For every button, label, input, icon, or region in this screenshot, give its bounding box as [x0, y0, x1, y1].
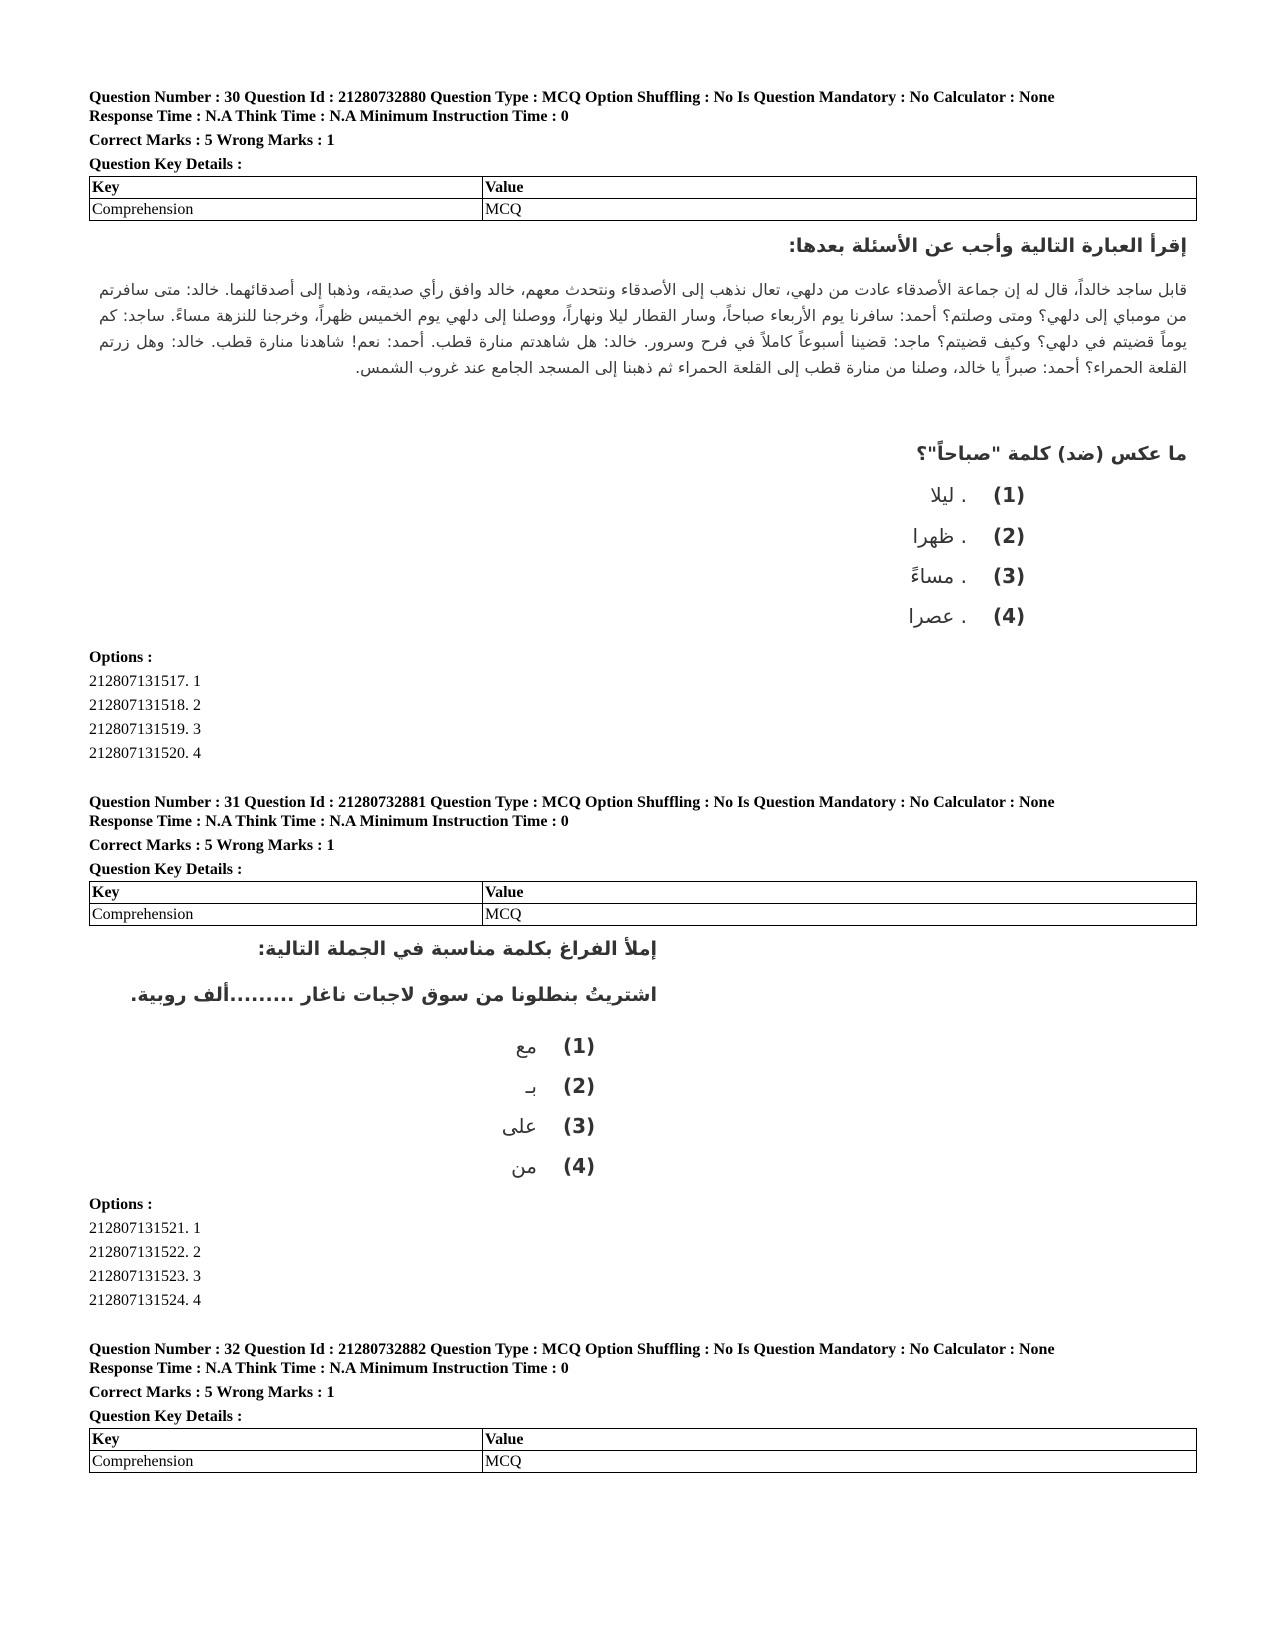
question-instruction: إملأ الفراغ بكلمة مناسبة في الجملة التالية:: [257, 938, 657, 960]
option-item: 212807131519. 3: [89, 721, 201, 738]
option-item: 212807131520. 4: [89, 745, 201, 762]
question-image: [89, 926, 1197, 1193]
table-header-row: [90, 177, 1197, 199]
question-header: [89, 1340, 1197, 1378]
question-instruction: إقرأ العبارة التالية وأجب عن الأسئلة بعدها:: [788, 235, 1187, 257]
table-cell-key: Comprehension: [90, 1451, 483, 1473]
table-header-key: Key: [90, 1429, 483, 1451]
option-item: 212807131522. 2: [89, 1244, 201, 1261]
table-row: [90, 199, 1197, 221]
question-meta-line: Question Number : 31 Question Id : 21280732881 Question Type : MCQ Option Shuffling : No Is Question Mandatory : No Calculator : None: [89, 794, 1055, 811]
question-meta-line: Question Number : 32 Question Id : 21280732882 Question Type : MCQ Option Shuffling : No Is Question Mandatory : No Calculator : None: [89, 1341, 1055, 1358]
table-header-row: [90, 1429, 1197, 1451]
key-details-label: Question Key Details :: [89, 861, 243, 878]
question-block-32: [89, 1340, 1197, 1473]
choice-text: مساءً .: [910, 564, 967, 588]
reading-passage: قابل ساجد خالداً، قال له إن جماعة الأصدقاء عادت من دلهي، تعال نذهب إلى الأصدقاء ونتحدث معهم، خالد وافق رأي صديقه، وذهبا إلى أصدقائهما. خالد: متى سافرتم من مومباي إلى دلهي؟ ومتى وصلتم؟ أحمد: سافرنا يوم الأربعاء صباحاً، وسار القطار ليلا ونهاراً، ووصلنا إلى دلهي يوم الخميس ظهراً، وخرجنا للنزهة مساءً. ساجد: كم يوماً قضيتم في دلهي؟ وكيف قضيتم؟ ماجد: قضينا أسبوعاً كاملاً في فرح وسرور. خالد: هل شاهدتم منارة قطب. أحمد: نعم! شاهدنا منارة قطب. خالد: وهل زرتم القلعة الحمراء؟ أحمد: صبراً يا خالد، وصلنا من منارة قطب إلى القلعة الحمراء ثم ذهبنا إلى المسجد الجامع عند غروب الشمس.: [99, 280, 1187, 377]
table-header-row: [90, 882, 1197, 904]
choice-text: مع: [515, 1034, 537, 1058]
option-item: 212807131524. 4: [89, 1292, 201, 1309]
key-details-table: [89, 881, 1197, 926]
choice-text: بـ: [525, 1074, 537, 1098]
choice-number: (1): [993, 483, 1026, 507]
marks-line: Correct Marks : 5 Wrong Marks : 1: [89, 132, 335, 149]
choice-number: (1): [563, 1034, 596, 1058]
question-timing-line: Response Time : N.A Think Time : N.A Minimum Instruction Time : 0: [89, 813, 569, 830]
options-label: Options :: [89, 649, 153, 666]
options-section: [89, 1193, 1197, 1313]
table-header-value: Value: [483, 882, 1197, 904]
option-item: 212807131523. 3: [89, 1268, 201, 1285]
key-details-label: Question Key Details :: [89, 1408, 243, 1425]
question-timing-line: Response Time : N.A Think Time : N.A Minimum Instruction Time : 0: [89, 1360, 569, 1377]
question-prompt: ما عكس (ضد) كلمة "صباحاً"؟: [916, 443, 1187, 465]
answer-choice: [897, 564, 1025, 588]
table-header-value: Value: [483, 1429, 1197, 1451]
question-block-30: [89, 88, 1197, 766]
table-cell-key: Comprehension: [90, 904, 483, 926]
choice-number: (3): [993, 564, 1026, 588]
table-row: [90, 904, 1197, 926]
option-item: 212807131517. 1: [89, 673, 201, 690]
option-item: 212807131518. 2: [89, 697, 201, 714]
marks-line: Correct Marks : 5 Wrong Marks : 1: [89, 1384, 335, 1401]
question-block-31: [89, 793, 1197, 1313]
choice-text: عصرا .: [908, 604, 967, 628]
answer-choice: [897, 483, 1025, 507]
choice-number: (4): [993, 604, 1026, 628]
table-header-key: Key: [90, 882, 483, 904]
table-header-value: Value: [483, 177, 1197, 199]
options-label: Options :: [89, 1196, 153, 1213]
question-prompt: اشتريتُ بنطلونا من سوق لاجبات ناغار .........ألف روبية.: [130, 984, 657, 1006]
key-details-table: [89, 1428, 1197, 1473]
question-header: [89, 88, 1197, 126]
answer-choice: [897, 604, 1025, 628]
answer-choice: [467, 1034, 595, 1058]
table-row: [90, 1451, 1197, 1473]
choice-number: (2): [993, 524, 1026, 548]
choice-number: (3): [563, 1114, 596, 1138]
key-details-table: [89, 176, 1197, 221]
question-image: [89, 221, 1197, 646]
option-item: 212807131521. 1: [89, 1220, 201, 1237]
choice-text: على: [501, 1114, 537, 1138]
table-cell-key: Comprehension: [90, 199, 483, 221]
key-details-label: Question Key Details :: [89, 156, 243, 173]
question-meta-line: Question Number : 30 Question Id : 21280732880 Question Type : MCQ Option Shuffling : No Is Question Mandatory : No Calculator : None: [89, 89, 1055, 106]
table-cell-value: MCQ: [483, 1451, 1197, 1473]
options-section: [89, 646, 1197, 766]
question-header: [89, 793, 1197, 831]
table-cell-value: MCQ: [483, 199, 1197, 221]
marks-line: Correct Marks : 5 Wrong Marks : 1: [89, 837, 335, 854]
choice-text: من: [511, 1154, 537, 1178]
answer-choice: [897, 524, 1025, 548]
table-cell-value: MCQ: [483, 904, 1197, 926]
choice-number: (2): [563, 1074, 596, 1098]
choice-text: ليلا .: [930, 483, 967, 507]
answer-choice: [467, 1074, 595, 1098]
table-header-key: Key: [90, 177, 483, 199]
answer-choice: [467, 1114, 595, 1138]
choice-number: (4): [563, 1154, 596, 1178]
question-timing-line: Response Time : N.A Think Time : N.A Minimum Instruction Time : 0: [89, 108, 569, 125]
answer-choice: [467, 1154, 595, 1178]
choice-text: ظهرا .: [912, 524, 967, 548]
